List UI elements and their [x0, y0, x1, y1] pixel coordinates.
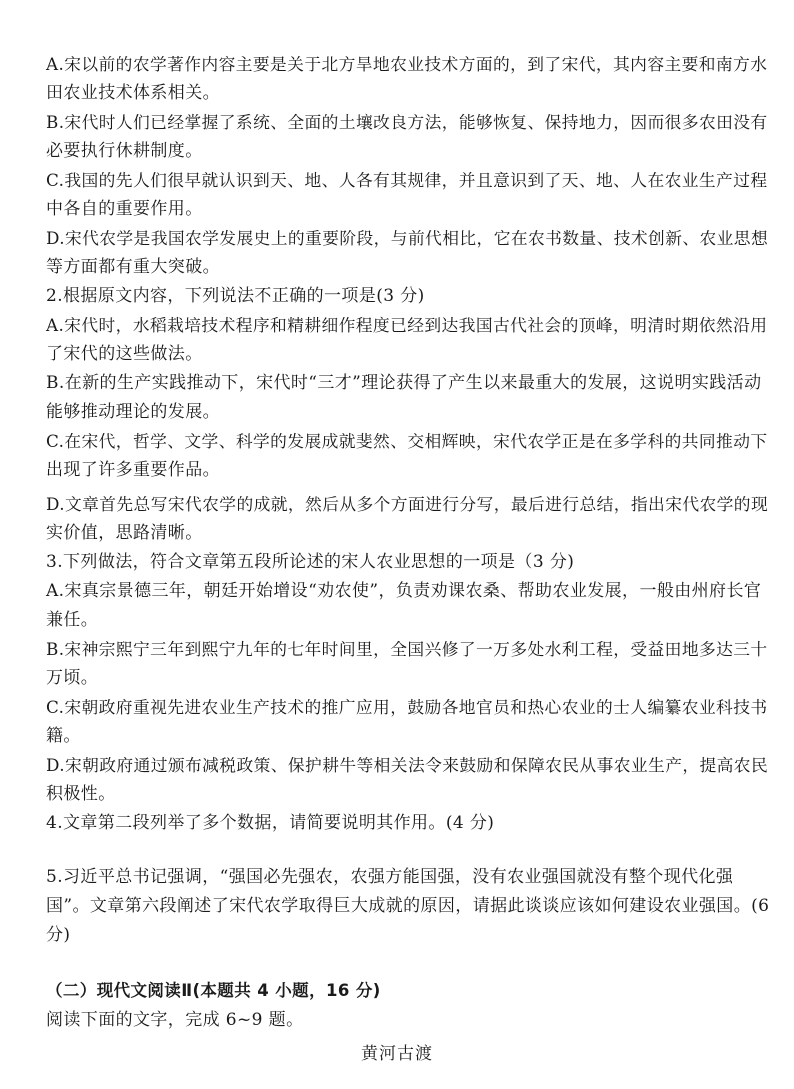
- q1-option-a-line2: 田农业技术体系相关。: [46, 83, 220, 103]
- q3-option-c-line1: C.宋朝政府重视先进农业生产技术的推广应用，鼓励各地官员和热心农业的士人编纂农业科技书: [46, 697, 768, 717]
- section2-heading: （二）现代文阅读Ⅱ(本题共 4 小题，16 分): [46, 981, 381, 1000]
- q3-option-a-line2: 兼任。: [46, 610, 99, 630]
- q3-option-d-line1: D.宋朝政府通过颁布减税政策、保护耕牛等相关法令来鼓励和保障农民从事农业生产，提高农民: [46, 755, 769, 775]
- q2-option-b-line2: 能够推动理论的发展。: [46, 402, 220, 422]
- q3-option-d-line2: 积极性。: [46, 784, 116, 804]
- q2-option-c-line1: C.在宋代，哲学、文学、科学的发展成就斐然、交相辉映，宋代农学正是在多学科的共同推动下: [46, 431, 768, 451]
- q4-stem: 4.文章第二段列举了多个数据，请简要说明其作用。(4 分): [46, 813, 495, 833]
- q1-option-d-line2: 等方面都有重大突破。: [46, 257, 220, 277]
- q3-option-a-line1: A.宋真宗景德三年，朝廷开始增设“劝农使”，负责劝课农桑、帮助农业发展，一般由州府长官: [46, 581, 762, 601]
- q3-option-b-line2: 万顷。: [46, 668, 99, 688]
- q3-option-b-line1: B.宋神宗熙宁三年到熙宁九年的七年时间里，全国兴修了一万多处水利工程，受益田地多达三十: [46, 639, 768, 659]
- q1-option-b-line2: 必要执行休耕制度。: [46, 141, 203, 161]
- q1-option-c-line1: C.我国的先人们很早就认识到天、地、人各有其规律，并且意识到了天、地、人在农业生产过程: [46, 170, 768, 190]
- q5-line3: 分): [46, 925, 71, 945]
- q2-option-d-line2: 实价值，思路清晰。: [46, 523, 203, 543]
- q5-line1: 5.习近平总书记强调，“强国必先强农，农强方能国强，没有农业强国就没有整个现代化强: [46, 867, 734, 887]
- q3-stem: 3.下列做法，符合文章第五段所论述的宋人农业思想的一项是（3 分): [46, 552, 575, 572]
- q1-option-a-line1: A.宋以前的农学著作内容主要是关于北方旱地农业技术方面的，到了宋代，其内容主要和南方水: [46, 54, 768, 74]
- section2-instruction: 阅读下面的文字，完成 6~9 题。: [46, 1010, 304, 1030]
- q1-option-b-line1: B.宋代时人们已经掌握了系统、全面的土壤改良方法，能够恢复、保持地力，因而很多农田没有: [46, 112, 768, 132]
- passage-title: 黄河古渡: [361, 1044, 433, 1064]
- q3-option-c-line2: 籍。: [46, 726, 81, 746]
- q2-option-b-line1: B.在新的生产实践推动下，宋代时“三才”理论获得了产生以来最重大的发展，这说明实践活动: [46, 373, 762, 393]
- q2-option-a-line1: A.宋代时，水稻栽培技术程序和精耕细作程度已经到达我国古代社会的顶峰，明清时期依然沿用: [46, 315, 768, 335]
- q2-option-d-line1: D.文章首先总写宋代农学的成就，然后从多个方面进行分写，最后进行总结，指出宋代农学的现: [46, 494, 769, 514]
- q5-line2: 国”。文章第六段阐述了宋代农学取得巨大成就的原因，请据此谈谈应该如何建设农业强国。(6: [46, 896, 770, 916]
- q1-option-d-line1: D.宋代农学是我国农学发展史上的重要阶段，与前代相比，它在农书数量、技术创新、农业思想: [46, 228, 769, 248]
- q2-option-a-line2: 了宋代的这些做法。: [46, 344, 203, 364]
- q1-option-c-line2: 中各自的重要作用。: [46, 199, 203, 219]
- q2-option-c-line2: 出现了许多重要作品。: [46, 460, 220, 480]
- q2-stem: 2.根据原文内容，下列说法不正确的一项是(3 分): [46, 286, 425, 306]
